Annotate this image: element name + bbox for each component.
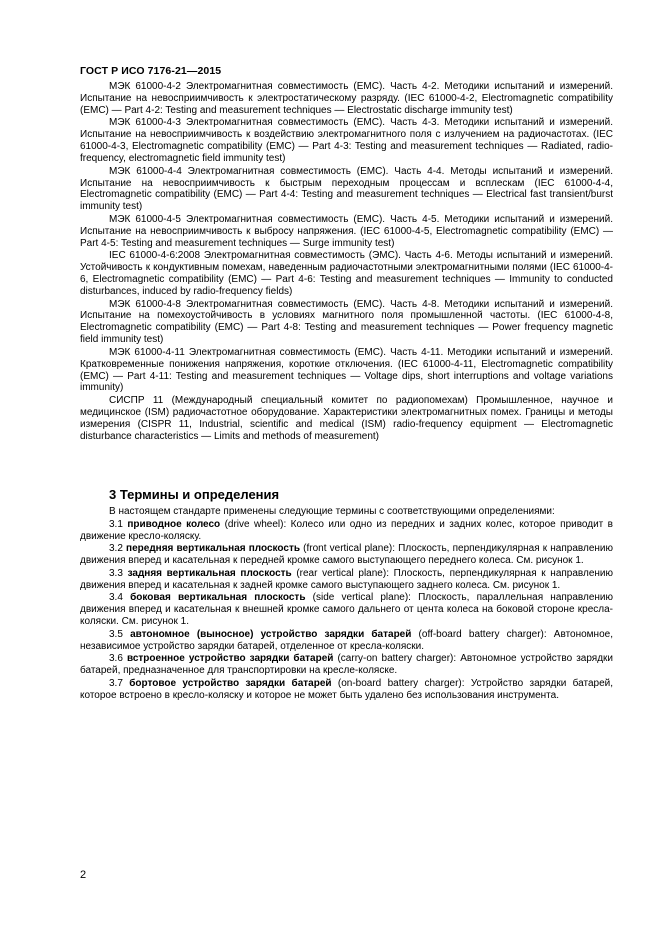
reference-item: МЭК 61000-4-8 Электромагнитная совместимость (ЕМС). Часть 4-8. Методики испытаний и измерений. Испытание на помехоустойчивость в условиях магнитного поля промышленной частоты. (IEC 61000-4-8, Electromagnetic compatibility (EMC) — Part 4-8: Testing and measurement techniques — Power frequency magnetic field immunity test)	[80, 298, 613, 346]
term-definition	[80, 568, 613, 592]
term-name: приводное колесо	[127, 518, 221, 530]
term-text: (on-board battery charger): Устройство зарядки батарей, которое встроено в кресло-коляску и которое не может быть удалено без использования инструмента.	[80, 678, 614, 701]
reference-item: СИСПР 11 (Международный специальный комитет по радиопомехам) Промышленное, научное и медицинское (ISM) радиочастотное оборудование. Характеристики электромагнитных помех. Границы и методы измерения (CISPR 11, Industrial, scientific and medical (ISM) radio-frequency equipment — Electromagnetic disturbance characteristics — Limits and methods of measurement)	[80, 395, 613, 442]
section-heading: 3 Термины и определения	[109, 487, 280, 502]
term-definition	[80, 519, 613, 543]
section-intro: В настоящем стандарте применены следующие термины с соответствующими определениями:	[109, 506, 555, 517]
page-number: 2	[80, 869, 87, 881]
term-definition	[80, 629, 613, 653]
term-definition	[80, 653, 613, 677]
term-text: (side vertical plane): Плоскость, параллельная направлению движения вперед и касательная к внешней кромке самого дальнего от цента колеса на боковой стороне кресла-коляски. См. рисунок 1.	[80, 592, 614, 628]
term-name: задняя вертикальная плоскость	[127, 567, 292, 579]
term-name: встроенное устройство зарядки батарей	[126, 653, 334, 665]
term-text: (rear vertical plane): Плоскость, перпендикулярная к направлению движения вперед и касательная к задней кромке самого выступающего заднего колеса. См. рисунок 1.	[80, 567, 614, 591]
term-text: (front vertical plane): Плоскость, перпендикулярная к направлению движения вперед и касательная к передней кромке самого выступающего переднего колеса. См. рисунок 1.	[80, 543, 613, 567]
term-number: 3.6	[109, 653, 123, 665]
reference-item: МЭК 61000-4-11 Электромагнитная совместимость (ЕМС). Часть 4-11. Методики испытаний и измерений. Кратковременные понижения напряжения, короткие отключения. (IEC 61000-4-11, Electromagnetic compatibility (EMC) — Part 4-11: Testing and measurement techniques — Voltage dips, short interruptions and voltage variations immunity)	[80, 346, 613, 394]
reference-item: МЭК 61000-4-3 Электромагнитная совместимость (ЕМС). Часть 4-3. Методики испытаний и измерений. Испытание на невосприимчивость к воздействию электромагнитного поля с излучением на радиочастотах. (IEC 61000-4-3, Electromagnetic compatibility (EMC) — Part 4-3: Testing and measurement techniques — Radiated, radio-frequency, electromagnetic field immunity test)	[80, 117, 613, 164]
section-terms-definitions	[80, 487, 613, 703]
reference-item: IEC 61000-4-6:2008 Электромагнитная совместимость (ЭМС). Часть 4-6. Методы испытаний и измерений. Устойчивость к кондуктивным помехам, наведенным радиочастотными электромагнитными полями (IEC 61000-4-6, Electromagnetic compatibility (EMC) — Part 4-6: Testing and measurement techniques — Immunity to conducted disturbances, induced by radio-frequency fields)	[80, 250, 613, 297]
term-text: (off-board battery charger): Автономное, независимое устройство зарядки батарей, отделенное от кресла-коляски.	[80, 628, 613, 652]
term-name: боковая вертикальная плоскость	[130, 592, 306, 604]
term-number: 3.7	[109, 678, 123, 690]
term-number: 3.4	[109, 592, 123, 604]
term-number: 3.1	[109, 518, 123, 530]
term-number: 3.2	[109, 543, 123, 555]
reference-item: МЭК 61000-4-5 Электромагнитная совместимость (ЕМС). Часть 4-5. Методики испытаний и измерений. Испытание на невосприимчивость к выбросу напряжения. (IEC 61000-4-5, Electromagnetic compatibility (EMC) — Part 4-5: Testing and measurement techniques — Surge immunity test)	[80, 213, 613, 249]
term-name: передняя вертикальная плоскость	[126, 543, 301, 555]
term-number: 3.5	[109, 628, 123, 640]
term-name: автономное (выносное) устройство зарядки батарей	[130, 628, 412, 640]
normative-references	[80, 81, 613, 443]
term-name: бортовое устройство зарядки батарей	[129, 678, 332, 690]
document-header: ГОСТ Р ИСО 7176-21—2015	[80, 65, 222, 77]
term-definition	[80, 543, 613, 567]
reference-item: МЭК 61000-4-4 Электромагнитная совместимость (ЕМС). Часть 4-4. Методы испытаний и измерений. Испытание на невосприимчивость к быстрым переходным процессам и всплескам (IEC 61000-4-4, Electromagnetic compatibility (EMC) — Part 4-4: Testing and measurement techniques — Electrical fast transient/burst immunity test)	[80, 165, 613, 213]
term-definition	[80, 592, 613, 628]
reference-item: МЭК 61000-4-2 Электромагнитная совместимость (ЕМС). Часть 4-2. Методики испытаний и измерений. Испытание на невосприимчивость к электростатическому разряду. (IEC 61000-4-2, Electromagnetic compatibility (EMC) — Part 4-2: Testing and measurement techniques — Electrostatic discharge immunity test)	[80, 81, 613, 116]
term-text: (carry-on battery charger): Автономное устройство зарядки батарей, предназначенное для транспортировки на кресле-коляске.	[80, 653, 613, 677]
term-definition	[80, 678, 613, 702]
term-text: (drive wheel): Колесо или одно из передних и задних колес, которое приводит в движение кресло-коляску.	[80, 518, 613, 542]
term-number: 3.3	[109, 567, 123, 579]
